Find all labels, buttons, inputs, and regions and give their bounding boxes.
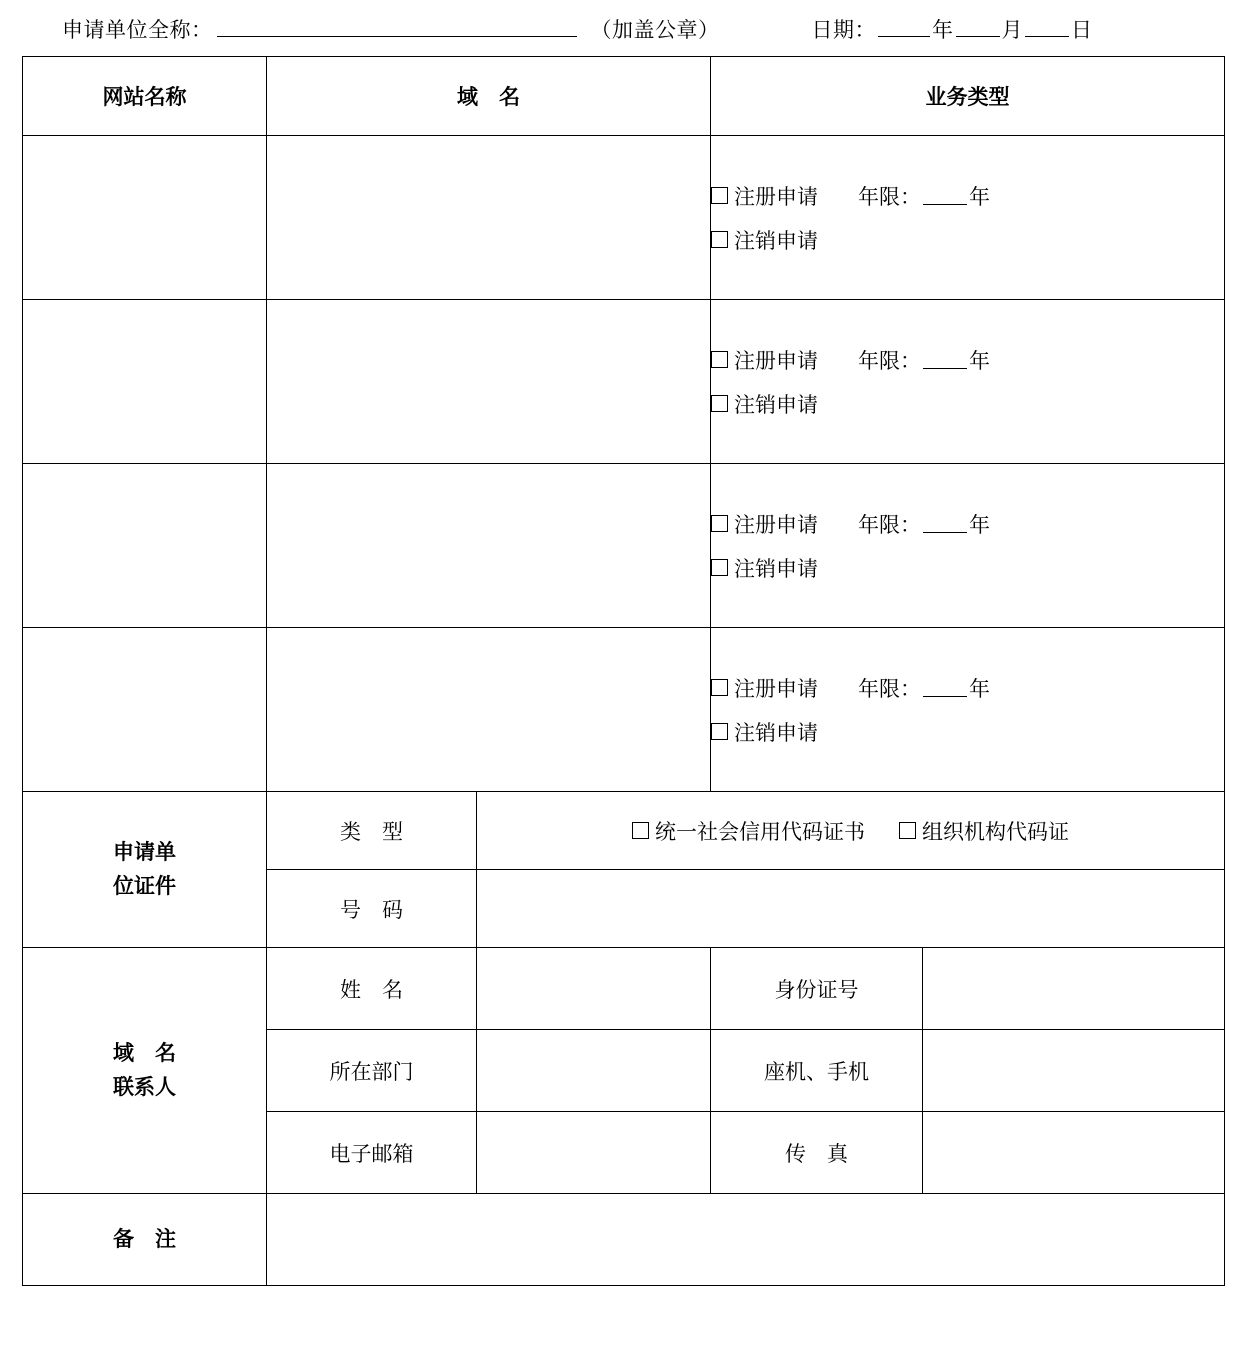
checkbox-icon[interactable] (899, 822, 916, 839)
contact-email-value[interactable] (477, 1112, 711, 1194)
certificate-type-options (477, 792, 1225, 870)
business-type-cell-3 (711, 464, 1225, 628)
date-day-unit: 日 (1071, 18, 1093, 42)
certificate-label-line2: 位证件 (113, 873, 176, 898)
register-label-3: 注册申请 (734, 512, 818, 537)
table-header-row (23, 57, 1225, 136)
business-type-cell-2 (711, 300, 1225, 464)
register-option-4[interactable] (711, 673, 1224, 703)
register-option-3[interactable] (711, 509, 1224, 539)
cancel-option-3[interactable] (711, 553, 1224, 583)
applicant-input-blank[interactable] (217, 19, 577, 37)
contact-name-value[interactable] (477, 948, 711, 1030)
contact-email-label: 电子邮箱 (267, 1112, 477, 1194)
remark-label: 备 注 (23, 1194, 267, 1286)
cancel-label-2: 注销申请 (734, 392, 818, 417)
option-org-code-label[interactable]: 组织机构代码证 (922, 819, 1069, 844)
term-unit-4: 年 (969, 676, 990, 701)
certificate-type-row (23, 792, 1225, 870)
site-name-cell-2[interactable] (23, 300, 267, 464)
certificate-type-label: 类 型 (267, 792, 477, 870)
term-unit-1: 年 (969, 184, 990, 209)
cancel-option-2[interactable] (711, 389, 1224, 419)
cancel-option-4[interactable] (711, 717, 1224, 747)
date-day-blank[interactable] (1025, 19, 1069, 37)
contact-fax-label: 传 真 (711, 1112, 923, 1194)
cancel-label-1: 注销申请 (734, 228, 818, 253)
register-label-1: 注册申请 (734, 184, 818, 209)
term-unit-3: 年 (969, 512, 990, 537)
register-option-2[interactable] (711, 345, 1224, 375)
domain-name-cell-3[interactable] (267, 464, 711, 628)
certificate-label-line1: 申请单 (113, 839, 176, 864)
contact-dept-value[interactable] (477, 1030, 711, 1112)
date-month-unit: 月 (1001, 18, 1023, 42)
header-business-type: 业务类型 (711, 57, 1225, 136)
domain-name-cell-4[interactable] (267, 628, 711, 792)
contact-name-row (23, 948, 1225, 1030)
applicant-label: 申请单位全称： (62, 18, 213, 42)
table-row (23, 628, 1225, 792)
contact-label-line1: 域 名 (113, 1040, 176, 1065)
contact-section-label (23, 948, 267, 1194)
application-table (22, 56, 1225, 1286)
cancel-label-4: 注销申请 (734, 720, 818, 745)
certificate-number-value[interactable] (477, 870, 1225, 948)
contact-id-value[interactable] (923, 948, 1225, 1030)
table-row (23, 136, 1225, 300)
date-group (812, 14, 1093, 44)
header-domain-name: 域 名 (267, 57, 711, 136)
checkbox-icon[interactable] (711, 723, 728, 740)
contact-id-label: 身份证号 (711, 948, 923, 1030)
register-option-1[interactable] (711, 181, 1224, 211)
register-label-2: 注册申请 (734, 348, 818, 373)
domain-name-cell-1[interactable] (267, 136, 711, 300)
site-name-cell-4[interactable] (23, 628, 267, 792)
checkbox-icon[interactable] (711, 515, 728, 532)
term-label-2: 年限： (858, 348, 921, 373)
checkbox-icon[interactable] (711, 559, 728, 576)
checkbox-icon[interactable] (711, 395, 728, 412)
business-type-cell-4 (711, 628, 1225, 792)
header-site-name: 网站名称 (23, 57, 267, 136)
remark-row (23, 1194, 1225, 1286)
domain-name-cell-2[interactable] (267, 300, 711, 464)
term-label-4: 年限： (858, 676, 921, 701)
checkbox-icon[interactable] (711, 679, 728, 696)
term-blank-1[interactable] (923, 187, 967, 205)
term-unit-2: 年 (969, 348, 990, 373)
cancel-label-3: 注销申请 (734, 556, 818, 581)
option-credit-code-label[interactable]: 统一社会信用代码证书 (655, 819, 865, 844)
certificate-section-label (23, 792, 267, 948)
term-label-1: 年限： (858, 184, 921, 209)
term-label-3: 年限： (858, 512, 921, 537)
remark-value[interactable] (267, 1194, 1225, 1286)
checkbox-icon[interactable] (632, 822, 649, 839)
checkbox-icon[interactable] (711, 231, 728, 248)
contact-name-label: 姓 名 (267, 948, 477, 1030)
checkbox-icon[interactable] (711, 187, 728, 204)
contact-dept-label: 所在部门 (267, 1030, 477, 1112)
seal-note: （加盖公章） (590, 18, 720, 42)
date-month-blank[interactable] (956, 19, 1000, 37)
contact-label-line2: 联系人 (113, 1074, 176, 1099)
contact-phone-label: 座机、手机 (711, 1030, 923, 1112)
table-row (23, 300, 1225, 464)
checkbox-icon[interactable] (711, 351, 728, 368)
certificate-number-label: 号 码 (267, 870, 477, 948)
cancel-option-1[interactable] (711, 225, 1224, 255)
table-row (23, 464, 1225, 628)
date-year-blank[interactable] (878, 19, 930, 37)
header-line (62, 0, 1246, 56)
register-label-4: 注册申请 (734, 676, 818, 701)
contact-fax-value[interactable] (923, 1112, 1225, 1194)
date-year-unit: 年 (932, 18, 954, 42)
site-name-cell-1[interactable] (23, 136, 267, 300)
date-label: 日期： (811, 18, 876, 42)
site-name-cell-3[interactable] (23, 464, 267, 628)
business-type-cell-1 (711, 136, 1225, 300)
contact-phone-value[interactable] (923, 1030, 1225, 1112)
term-blank-3[interactable] (923, 515, 967, 533)
term-blank-2[interactable] (923, 351, 967, 369)
term-blank-4[interactable] (923, 679, 967, 697)
